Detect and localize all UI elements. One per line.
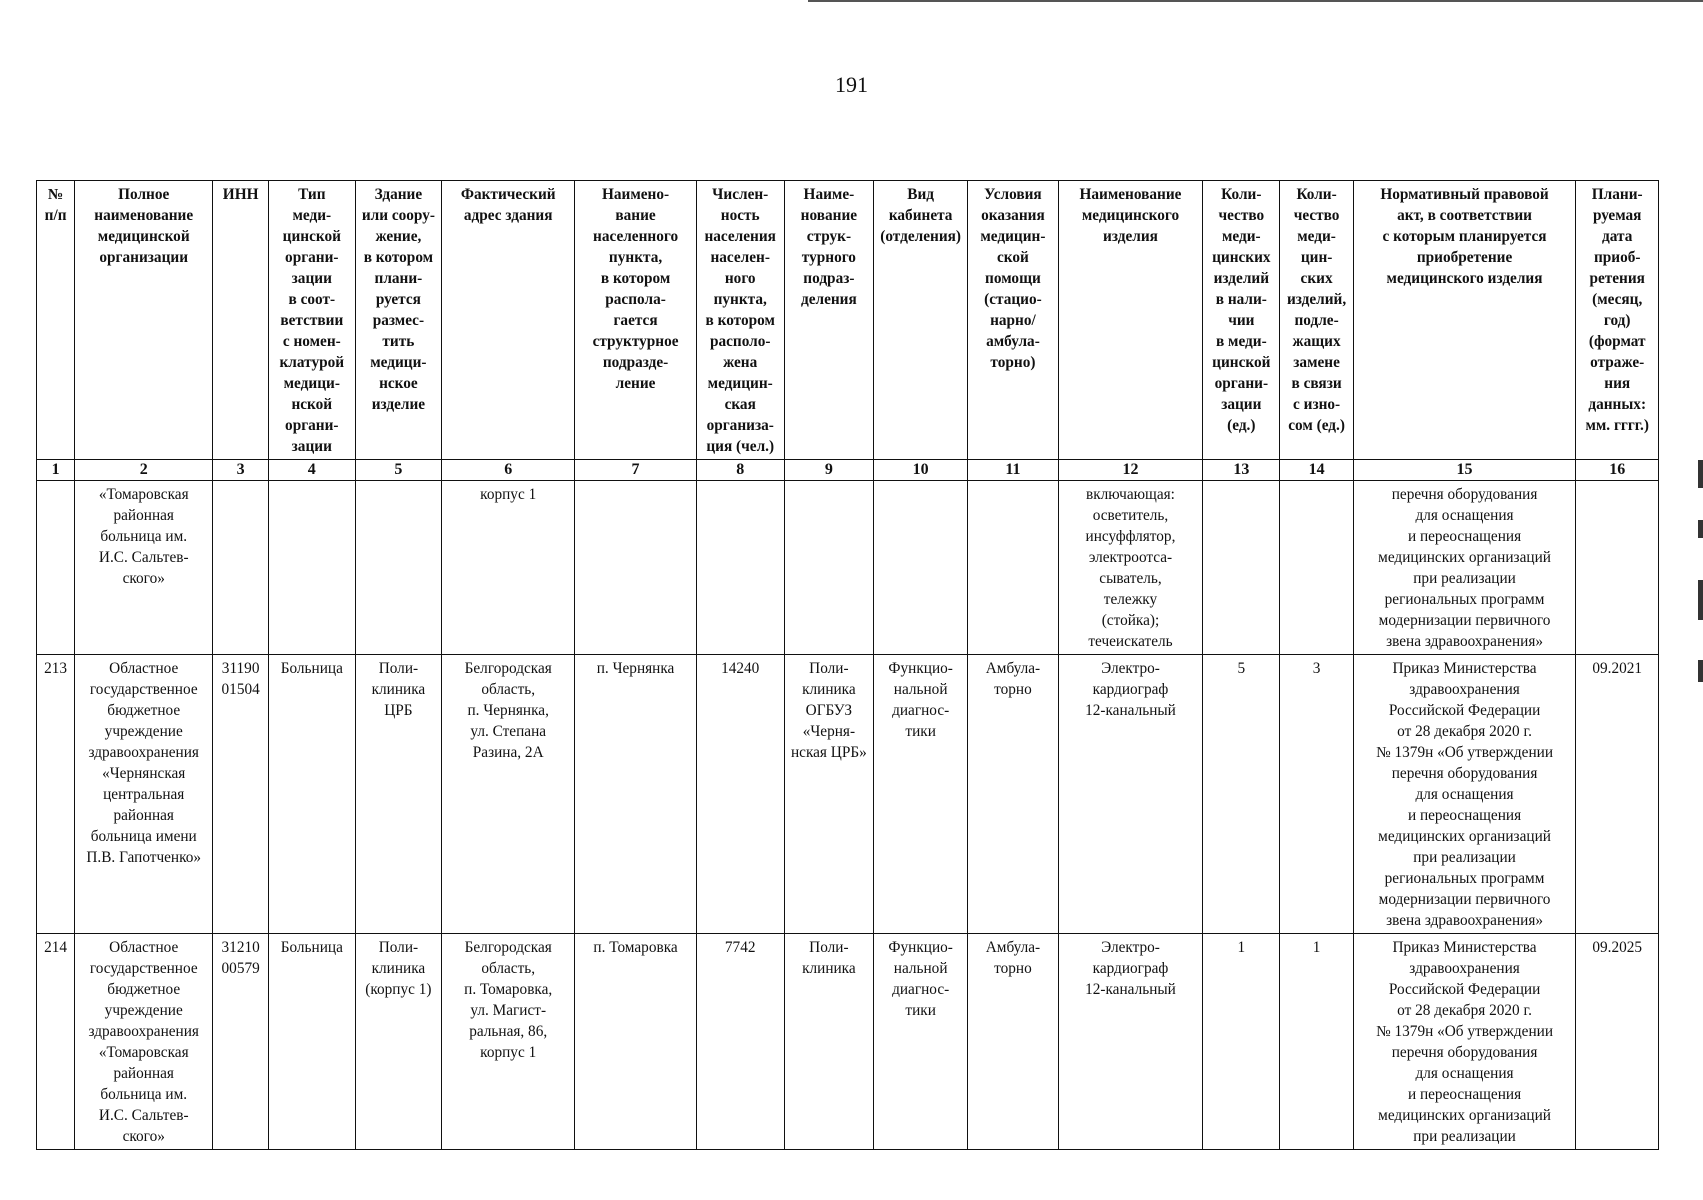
header-cell: Числен- ность населения населен- ного пункта, в котором располо- жена медицин- ская организа- ция (чел.) [696,181,784,460]
page-number: 191 [835,72,868,97]
cell-date: 09.2025 [1576,934,1659,1150]
cell-qty-replace: 3 [1280,655,1353,934]
cell-unit: Поли- клиника ОГБУЗ «Черня- нская ЦРБ» [784,655,874,934]
cell-address: Белгородская область, п. Томаровка, ул. Магист- ральная, 86, корпус 1 [442,934,575,1150]
cell-population [696,481,784,655]
cell-building [355,481,442,655]
cell-organization: «Томаровская районная больница им. И.С. Сальтев- ского» [75,481,213,655]
column-number: 9 [784,460,874,481]
table-header-row [37,181,1659,460]
cell-device: Электро- кардиограф 12-канальный [1058,934,1202,1150]
column-number: 16 [1576,460,1659,481]
cell-qty-replace [1280,481,1353,655]
column-number: 13 [1203,460,1280,481]
header-cell: Наименование медицинского изделия [1058,181,1202,460]
header-cell: Условия оказания медицин- ской помощи (стацио- нарно/ амбула- торно) [968,181,1059,460]
cell-qty-have: 5 [1203,655,1280,934]
column-number: 10 [874,460,968,481]
table-row [37,934,1659,1150]
cell-inn: 31190 01504 [213,655,269,934]
cell-conditions [968,481,1059,655]
cell-cabinet [874,481,968,655]
column-number: 6 [442,460,575,481]
header-cell: Плани- руемая дата приоб- ретения (месяц, год) (формат отраже- ния данных: мм. гггг.) [1576,181,1659,460]
cell-organization: Областное государственное бюджетное учреждение здравоохранения «Чернянская центральная районная больница имени П.В. Гапотченко» [75,655,213,934]
cell-type: Больница [268,655,355,934]
table-row [37,655,1659,934]
cell-number: 214 [37,934,75,1150]
edge-scan-marks [1698,460,1703,760]
header-cell: Полное наименование медицинской организации [75,181,213,460]
column-number: 5 [355,460,442,481]
cell-inn: 31210 00579 [213,934,269,1150]
cell-qty-have: 1 [1203,934,1280,1150]
cell-organization: Областное государственное бюджетное учреждение здравоохранения «Томаровская районная больница им. И.С. Сальтев- ского» [75,934,213,1150]
cell-act: Приказ Министерства здравоохранения Российской Федерации от 28 декабря 2020 г. № 1379н «Об утверждении перечня оборудования для оснащения и переоснащения медицинских организаций при реализации [1353,934,1576,1150]
cell-act: перечня оборудования для оснащения и переоснащения медицинских организаций при реализации региональных программ модернизации первичного звена здравоохранения» [1353,481,1576,655]
cell-device: включающая: осветитель, инсуффлятор, электроотса- сыватель, тележку (стойка); течеискатель [1058,481,1202,655]
cell-number [37,481,75,655]
cell-conditions: Амбула- торно [968,655,1059,934]
cell-conditions: Амбула- торно [968,934,1059,1150]
column-number: 7 [575,460,697,481]
cell-date: 09.2021 [1576,655,1659,934]
cell-qty-have [1203,481,1280,655]
header-cell: Коли- чество меди- цинских изделий в нали- чии в меди- цинской органи- зации (ед.) [1203,181,1280,460]
top-rule [808,0,1703,2]
column-number: 4 [268,460,355,481]
cell-type: Больница [268,934,355,1150]
cell-unit: Поли- клиника [784,934,874,1150]
header-cell: Фактический адрес здания [442,181,575,460]
header-cell: Наиме- нование струк- турного подраз- деления [784,181,874,460]
cell-date [1576,481,1659,655]
cell-type [268,481,355,655]
header-cell: Здание или соору- жение, в котором плани- руется размес- тить медици- нское изделие [355,181,442,460]
column-number: 15 [1353,460,1576,481]
header-cell: Наимено- вание населенного пункта, в котором распола- гается структурное подразде- ление [575,181,697,460]
cell-cabinet: Функцио- нальной диагнос- тики [874,655,968,934]
column-number: 2 [75,460,213,481]
table-row [37,481,1659,655]
cell-device: Электро- кардиограф 12-канальный [1058,655,1202,934]
cell-address: корпус 1 [442,481,575,655]
cell-settlement: п. Томаровка [575,934,697,1150]
cell-qty-replace: 1 [1280,934,1353,1150]
column-number: 12 [1058,460,1202,481]
header-cell: № п/п [37,181,75,460]
column-number: 1 [37,460,75,481]
column-number: 3 [213,460,269,481]
column-number: 11 [968,460,1059,481]
header-cell: ИНН [213,181,269,460]
cell-inn [213,481,269,655]
header-cell: Тип меди- цинской органи- зации в соот- ветствии с номен- клатурой медици- нской органи- зации [268,181,355,460]
cell-building: Поли- клиника (корпус 1) [355,934,442,1150]
cell-unit [784,481,874,655]
column-number: 14 [1280,460,1353,481]
cell-building: Поли- клиника ЦРБ [355,655,442,934]
header-cell: Вид кабинета (отделения) [874,181,968,460]
cell-number: 213 [37,655,75,934]
cell-population: 7742 [696,934,784,1150]
header-cell: Коли- чество меди- цин- ских изделий, подле- жащих замене в связи с изно- сом (ед.) [1280,181,1353,460]
column-number-row [37,460,1659,481]
cell-population: 14240 [696,655,784,934]
cell-cabinet: Функцио- нальной диагнос- тики [874,934,968,1150]
equipment-table [36,180,1659,1150]
cell-address: Белгородская область, п. Чернянка, ул. Степана Разина, 2А [442,655,575,934]
cell-act: Приказ Министерства здравоохранения Российской Федерации от 28 декабря 2020 г. № 1379н «Об утверждении перечня оборудования для оснащения и переоснащения медицинских организаций при реализации региональных программ модернизации первичного звена здравоохранения» [1353,655,1576,934]
cell-settlement: п. Чернянка [575,655,697,934]
header-cell: Нормативный правовой акт, в соответствии с которым планируется приобретение медицинского изделия [1353,181,1576,460]
cell-settlement [575,481,697,655]
column-number: 8 [696,460,784,481]
